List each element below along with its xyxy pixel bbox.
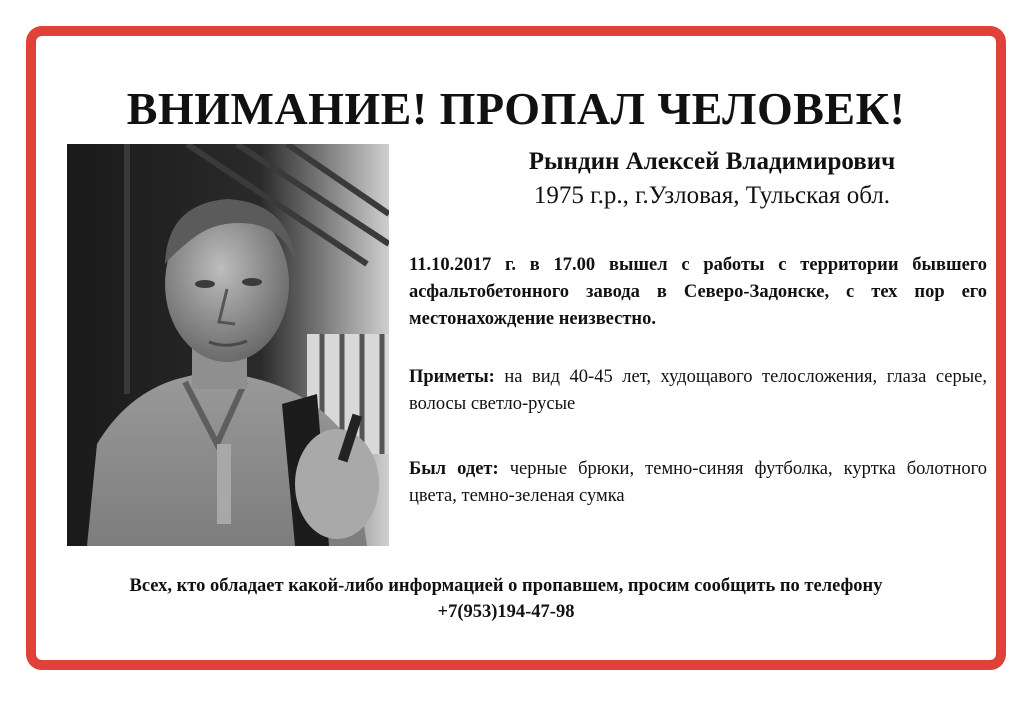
signs-paragraph	[409, 364, 987, 418]
poster-headline: ВНИМАНИЕ! ПРОПАЛ ЧЕЛОВЕК!	[126, 83, 906, 134]
missing-person-poster	[26, 26, 1006, 670]
incident-description: 11.10.2017 г. в 17.00 вышел с работы с территории бывшего асфальтобетонного завода в Северо-Задонске, с тех пор его местонахождение неизвестно.	[409, 255, 987, 329]
phone-number: +7(953)194-47-98	[437, 602, 575, 622]
signs-label: Приметы:	[409, 367, 495, 387]
signs-text: на вид 40-45 лет, худощавого телосложения, глаза серые, волосы светло-русые	[409, 367, 987, 414]
clothing-text: черные брюки, темно-синяя футболка, куртка болотного цвета, темно-зеленая сумка	[409, 459, 987, 506]
person-photo	[67, 144, 389, 546]
contact-appeal	[36, 573, 976, 625]
clothing-paragraph	[409, 456, 987, 510]
person-name: Рындин Алексей Владимирович	[528, 148, 896, 175]
clothing-label: Был одет:	[409, 459, 499, 479]
birth-info: 1975 г.р., г.Узловая, Тульская обл.	[533, 182, 891, 209]
appeal-text: Всех, кто обладает какой-либо информацией о пропавшем, просим сообщить по телефону	[129, 576, 883, 596]
